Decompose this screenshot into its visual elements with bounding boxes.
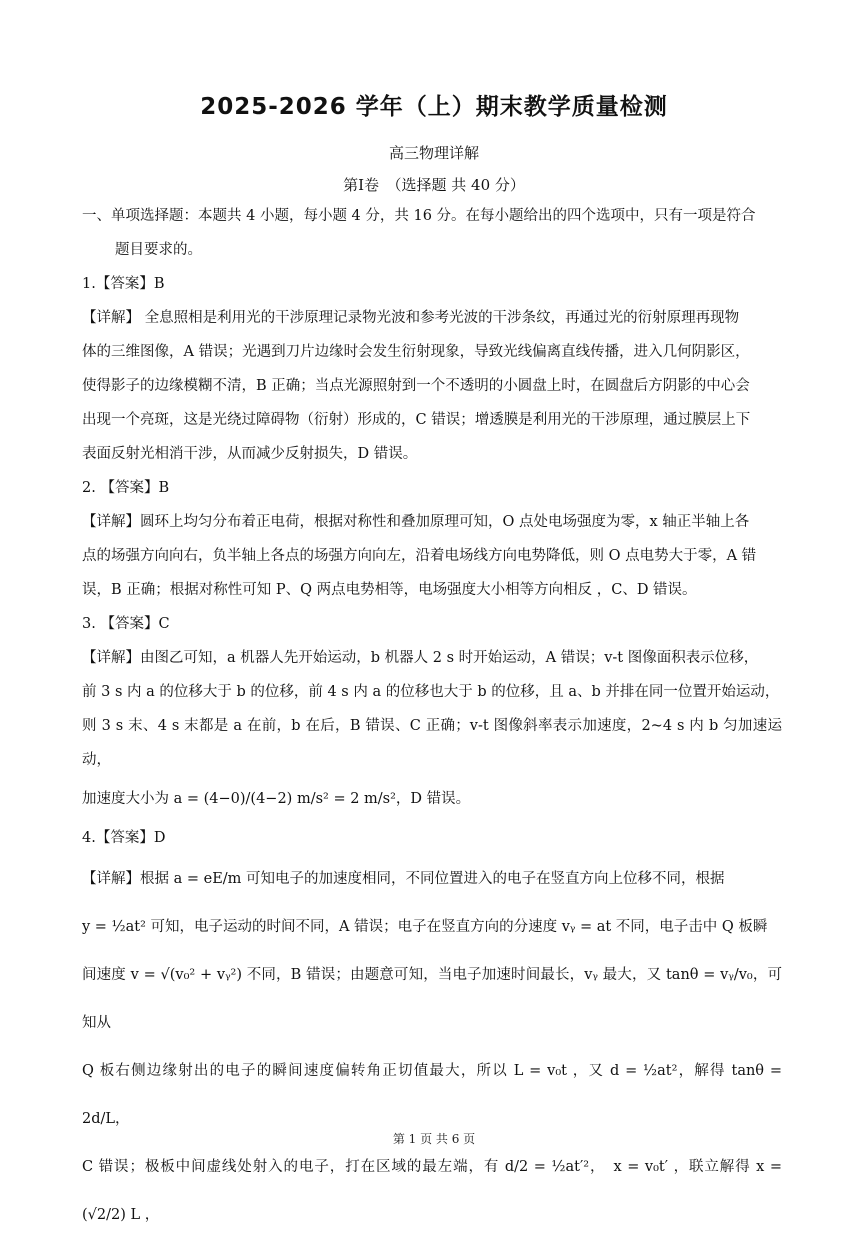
q1-detail-line-3: 使得影子的边缘模糊不清，B 正确；当点光源照射到一个不透明的小圆盘上时，在圆盘后方阴影的中心会 [82,378,750,394]
q3-detail-line-3: 则 3 s 末、4 s 末都是 a 在前，b 在后，B 错误、C 正确；v-t 图像斜率表示加速度，2~4 s 内 b 匀加速运动， [82,718,782,768]
q2-detail-line-2: 点的场强方向向右，负半轴上各点的场强方向向左，沿着电场线方向电势降低，则 O 点电势大于零，A 错 [82,548,757,564]
page-footer: 第 1 页 共 6 页 [392,1132,476,1146]
intro-line-2: 题目要求的。 [115,242,202,258]
intro-line-1: 一、单项选择题：本题共 4 小题，每小题 4 分，共 16 分。在每小题给出的四个选项中，只有一项是符合 [82,208,756,224]
q1-detail-line-4: 出现一个亮斑，这是光绕过障碍物（衍射）形成的，C 错误；增透膜是利用光的干涉原理，通过膜层上下 [82,412,751,428]
q3-detail-line-2: 前 3 s 内 a 的位移大于 b 的位移，前 4 s 内 a 的位移也大于 b 的位移，且 a、b 并排在同一位置开始运动， [82,684,780,700]
q1-detail-line-1: 【详解】 全息照相是利用光的干涉原理记录物光波和参考光波的干涉条纹，再通过光的衍射原理再现物 [82,310,740,326]
q3-answer: 3. 【答案】C [82,616,170,632]
content-body [82,199,782,1239]
q2-detail-line-1: 【详解】圆环上均匀分布着正电荷，根据对称性和叠加原理可知，O 点处电场强度为零，x 轴正半轴上各 [82,514,750,530]
q4-detail-line-5: C 错误；极板中间虚线处射入的电子，打在区域的最左端，有 d/2 = ½at′²， x = v₀t′ ，联立解得 x = (√2/2) L ， [82,1159,782,1223]
page-subtitle: 高三物理详解 [388,144,479,162]
q4-detail-line-3: 间速度 v = √(v₀² + vᵧ²) 不同，B 错误；由题意可知，当电子加速时间最长，vᵧ 最大，又 tanθ = vᵧ/v₀，可知从 [82,967,782,1031]
q1-detail-line-5: 表面反射光相消干涉，从而减少反射损失，D 错误。 [82,446,418,462]
page-title: 2025-2026 学年（上）期末教学质量检测 [200,94,668,120]
q4-detail-line-1: 【详解】根据 a = eE/m 可知电子的加速度相同，不同位置进入的电子在竖直方向上位移不同，根据 [82,871,725,887]
q4-answer: 4.【答案】D [82,830,166,846]
q3-detail-line-4: 加速度大小为 a = (4−0)/(4−2) m/s² = 2 m/s²，D 错误。 [82,791,471,807]
q4-detail-line-2: y = ½at² 可知，电子运动的时间不同，A 错误；电子在竖直方向的分速度 vᵧ = at 不同，电子击中 Q 板瞬 [82,919,768,935]
q1-answer: 1.【答案】B [82,276,165,292]
section-heading: 第Ⅰ卷 （选择题 共 40 分） [343,176,525,194]
q2-answer: 2. 【答案】B [82,480,170,496]
q4-detail-line-4: Q 板右侧边缘射出的电子的瞬间速度偏转角正切值最大，所以 L = v₀t ，又 d = ½at²，解得 tanθ = 2d/L， [82,1063,782,1127]
intro-paragraph [82,199,782,267]
q1-detail-line-2: 体的三维图像，A 错误；光遇到刀片边缘时会发生衍射现象，导致光线偏离直线传播，进入几何阴影区， [82,344,750,360]
q3-detail-line-1: 【详解】由图乙可知，a 机器人先开始运动，b 机器人 2 s 时开始运动，A 错误；v-t 图像面积表示位移， [82,650,759,666]
q2-detail-line-3: 误，B 正确；根据对称性可知 P、Q 两点电势相等，电场强度大小相等方向相反 ，C、D 错误。 [82,582,697,598]
